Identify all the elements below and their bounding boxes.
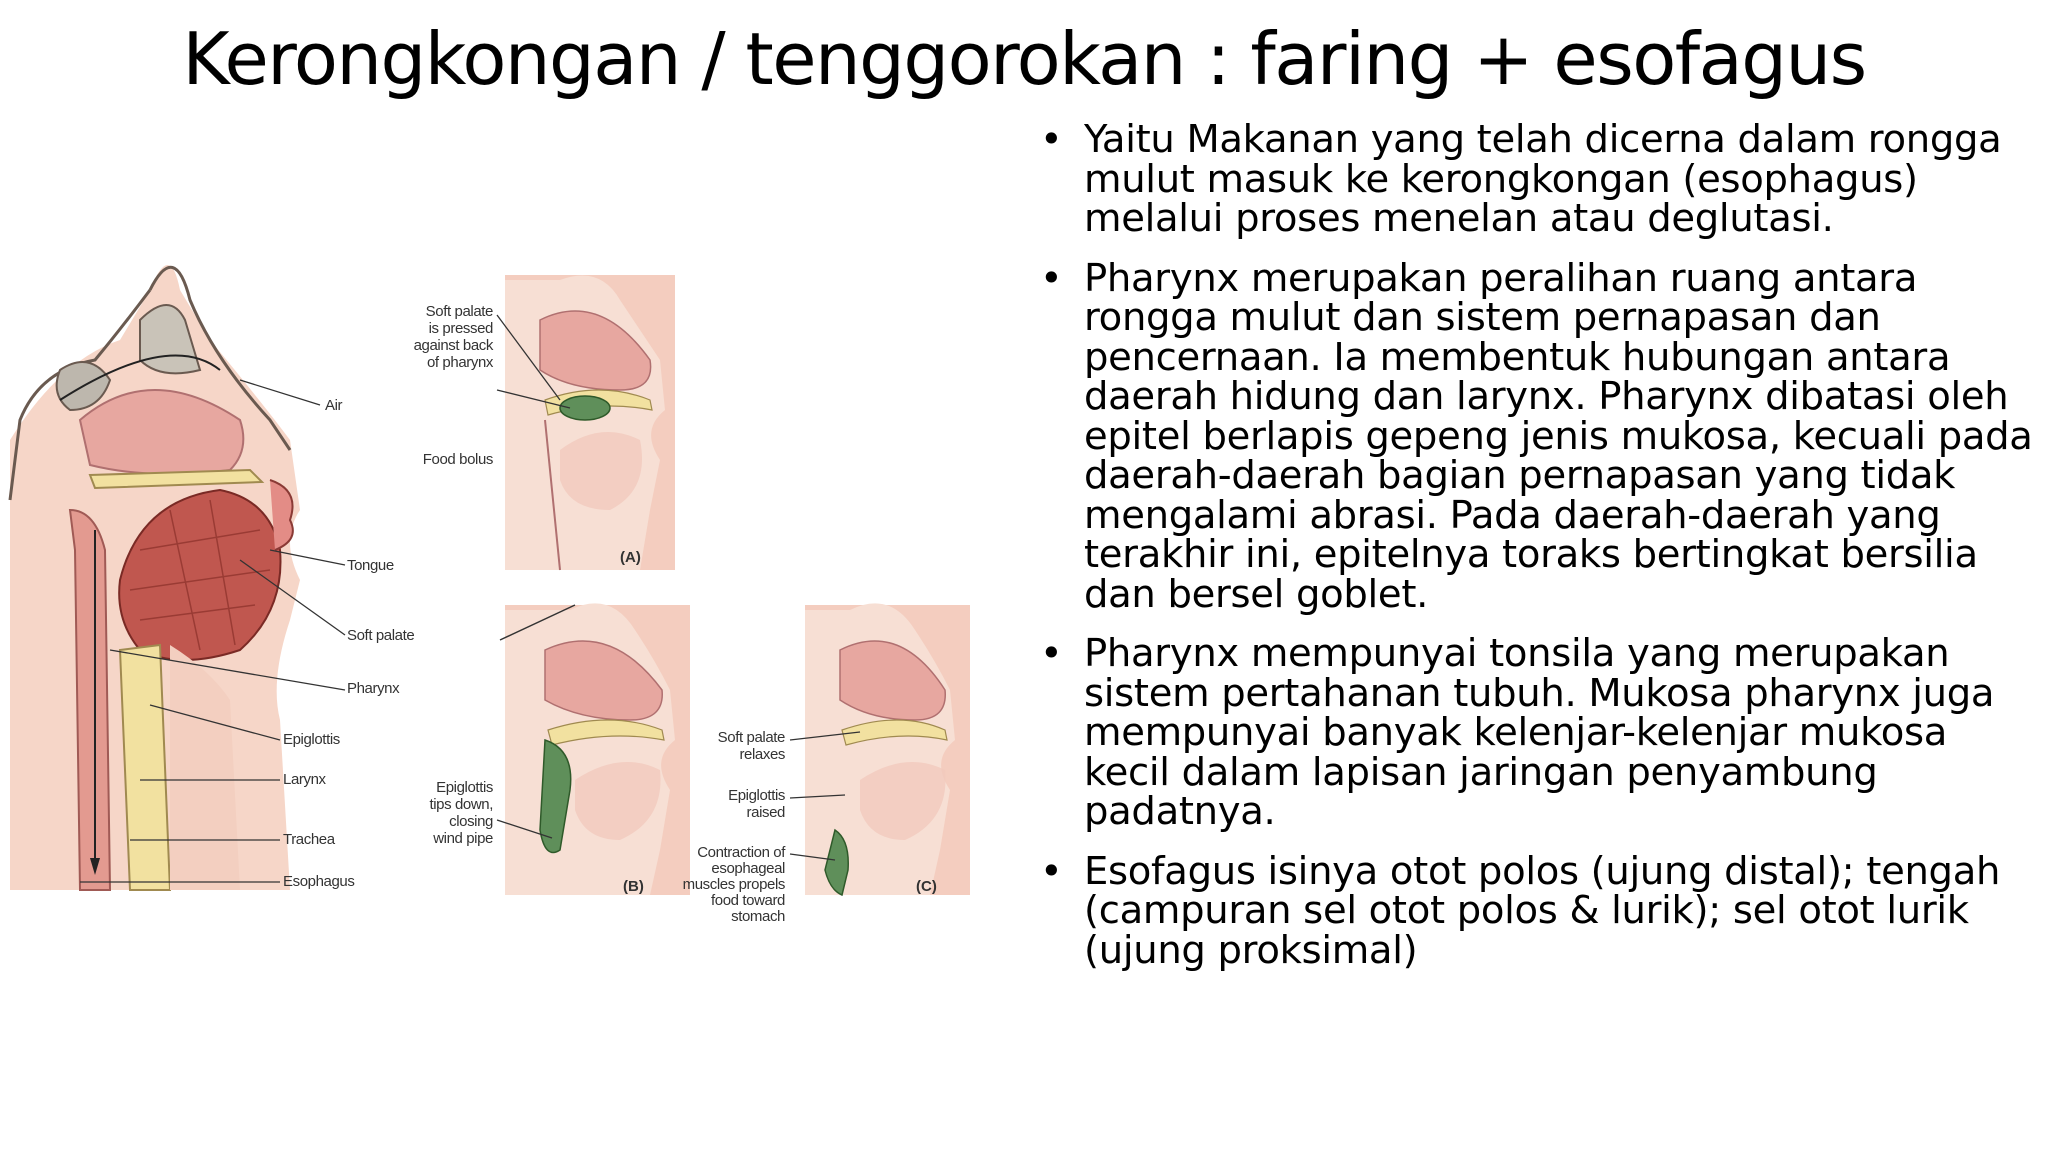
label-soft-palate-pressed-3: against back xyxy=(413,337,493,354)
panel-b-illustration xyxy=(500,603,690,895)
label-soft-palate: Soft palate xyxy=(347,627,415,644)
label-epiglottis-tips-3: closing xyxy=(449,813,493,830)
label-contraction-4: food toward xyxy=(711,892,785,909)
swallowing-anatomy-figure xyxy=(0,250,1010,960)
svg-text:Epiglottisraised xyxy=(728,787,785,821)
bullet-item xyxy=(1040,117,2040,241)
svg-text:Soft palaterelaxes xyxy=(718,729,785,763)
label-contraction-3: muscles propels xyxy=(682,876,785,893)
label-esophagus: Esophagus xyxy=(283,873,355,890)
label-soft-palate-pressed-2: is pressed xyxy=(428,320,493,337)
label-soft-palate-relaxes-2: relaxes xyxy=(739,746,785,763)
svg-text:Soft palateis pressedagainst b xyxy=(414,303,494,371)
panel-b-label: (B) xyxy=(623,878,644,895)
panel-b-labels xyxy=(429,779,493,847)
label-epiglottis-raised-1: Epiglottis xyxy=(728,787,785,804)
bullet-glyph: • xyxy=(1040,631,1063,676)
label-tongue: Tongue xyxy=(347,557,394,574)
main-figure-labels xyxy=(283,397,414,890)
sagittal-head-illustration xyxy=(10,265,300,890)
label-pharynx: Pharynx xyxy=(347,680,400,697)
label-epiglottis: Epiglottis xyxy=(283,731,340,748)
panel-c-label: (C) xyxy=(916,878,937,895)
label-contraction-5: stomach xyxy=(731,908,785,925)
bullet-item xyxy=(1040,631,2040,834)
label-soft-palate-relaxes-1: Soft palate xyxy=(717,729,785,746)
panel-c-labels xyxy=(683,729,787,925)
bullet-text: Esofagus isinya otot polos (ujung distal); tengah (campuran sel otot polos & lurik); sel otot lurik (ujung proksimal) xyxy=(1084,848,2001,973)
svg-text:Epiglottistips down,closingwin xyxy=(429,779,493,847)
panel-c-illustration xyxy=(805,603,970,895)
label-epiglottis-tips-4: wind pipe xyxy=(433,830,493,847)
panel-a-illustration xyxy=(505,275,675,570)
label-contraction-2: esophageal xyxy=(711,860,785,877)
label-trachea: Trachea xyxy=(283,831,335,848)
label-soft-palate-pressed-1: Soft palate xyxy=(425,303,493,320)
label-epiglottis-tips-1: Epiglottis xyxy=(436,779,493,796)
label-contraction-1: Contraction of xyxy=(697,844,785,861)
panel-a-label: (A) xyxy=(620,549,641,566)
bullet-glyph: • xyxy=(1040,848,1063,894)
label-epiglottis-raised-2: raised xyxy=(746,804,785,821)
label-larynx: Larynx xyxy=(283,771,326,788)
label-food-bolus: Food bolus xyxy=(422,451,493,468)
bullet-text: Pharynx merupakan peralihan ruang antara rongga mulut dan sistem pernapasan dan pencernaan. Ia membentuk hubungan antara daerah hidung dan larynx. Pharynx dibatasi oleh epitel berlapis gepeng jenis mukosa, kecuali pada daerah-daerah bagian pernapasan yang tidak mengalami abrasi. Pada daerah-daerah yang terakhir ini, epitelnya toraks bertingkat bersilia dan bersel goblet. xyxy=(1084,255,2033,617)
bullet-text: Yaitu Makanan yang telah dicerna dalam rongga mulut masuk ke kerongkongan (esophagus) melalui proses menelan atau deglutasi. xyxy=(1084,117,2002,241)
label-soft-palate-pressed-4: of pharynx xyxy=(426,354,493,371)
bullet-list xyxy=(1040,117,2040,990)
bullet-item xyxy=(1040,848,2040,973)
label-air: Air xyxy=(325,397,343,414)
slide-title: Kerongkongan / tenggorokan : faring + esofagus xyxy=(182,17,1866,101)
bullet-item xyxy=(1040,255,2040,617)
bullet-glyph: • xyxy=(1040,255,1063,301)
panel-a-labels xyxy=(414,303,494,468)
bullet-text: Pharynx mempunyai tonsila yang merupakan sistem pertahanan tubuh. Mukosa pharynx juga mempunyai banyak kelenjar-kelenjar mukosa kecil dalam lapisan jaringan penyambung padatnya. xyxy=(1084,631,1995,834)
label-epiglottis-tips-2: tips down, xyxy=(429,796,493,813)
svg-text:Contraction ofesophagealmuscle xyxy=(683,844,787,925)
bullet-glyph: • xyxy=(1040,117,1063,162)
